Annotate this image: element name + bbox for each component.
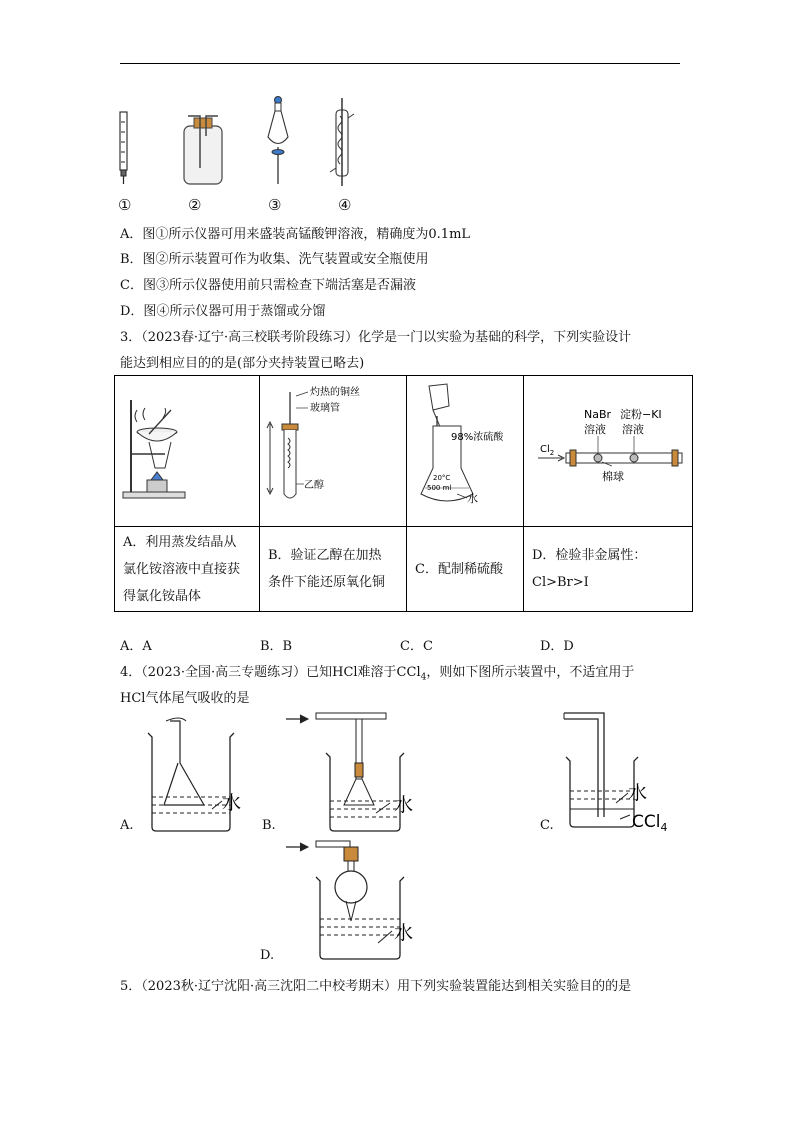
q4-figure-c <box>564 713 667 834</box>
q4-c-ccl4: CCl$_4$ <box>632 812 668 834</box>
q2-option-a: A．图①所示仪器可用来盛装高锰酸钾溶液，精确度为0.1mL <box>120 227 471 242</box>
fig-d-label-nabr: NaBr <box>584 408 612 421</box>
q3-answer-b: B．B <box>260 639 293 654</box>
fig-c-label-water: 水 <box>467 492 478 505</box>
q4-stem-line1: 4．（2023·全国·高三专题练习）已知HCl难溶于CCl$_4$，则如下图所示装置中，不适宜用于 <box>120 665 635 683</box>
q3-stem-line2: 能达到相应目的的是(部分夹持装置已略去) <box>120 356 365 371</box>
q2-option-b: B．图②所示装置可作为收集、洗气装置或安全瓶使用 <box>120 252 429 267</box>
q4-figure-a <box>148 718 241 831</box>
cell-d-line1: D．检验非金属性： <box>532 548 647 563</box>
q4-b-water: 水 <box>394 794 414 816</box>
q3-stem-line1: 3．（2023春·辽宁·高三校联考阶段练习）化学是一门以实验为基础的科学，下列实验设计 <box>120 330 632 345</box>
cell-b-line1: B．验证乙醇在加热 <box>268 548 382 563</box>
figure-label-4: ④ <box>338 196 352 214</box>
gas-bottle-drawing <box>184 116 222 184</box>
fig-b-label-copper: 灼热的铜丝 <box>310 387 360 398</box>
q4-figure-d <box>286 841 413 959</box>
q4-c-water: 水 <box>628 782 648 804</box>
q5-stem: 5．（2023秋·辽宁沈阳·高三沈阳二中校考期末）用下列实验装置能达到相关实验目的的是 <box>120 979 632 994</box>
header-rule <box>120 63 680 64</box>
fig-b-label-ethanol: 乙醇 <box>304 480 324 491</box>
q3-experiment-table <box>114 375 693 612</box>
figure-label-3: ③ <box>268 196 282 214</box>
q4-figure-b <box>286 713 413 831</box>
q3-answer-a: A．A <box>120 639 152 654</box>
fig-d-label-nabr-solution: 溶液 <box>584 423 606 436</box>
cell-b-line2: 条件下能还原氧化铜 <box>268 575 386 590</box>
cell-c-line1: C．配制稀硫酸 <box>415 561 503 577</box>
figure-label-1: ① <box>118 196 132 214</box>
cell-c <box>407 527 524 612</box>
burette-drawing <box>120 112 127 184</box>
cell-a-line2: 氯化铵溶液中直接获 <box>123 561 241 577</box>
fig-d-label-cotton: 棉球 <box>602 470 624 483</box>
fig-c-label-volume: 500 ml <box>427 484 452 492</box>
q4-option-d-label: D. <box>260 948 275 963</box>
fig-b-label-tube: 玻璃管 <box>310 403 340 414</box>
fig-evaporation <box>115 376 260 527</box>
cell-a-line3: 得氯化铵晶体 <box>123 588 202 604</box>
cell-a-line1: A．利用蒸发结晶从 <box>123 534 237 550</box>
q4-option-b-label: B. <box>262 818 276 833</box>
figure-label-2: ② <box>188 196 202 214</box>
q2-option-c: C．图③所示仪器使用前只需检查下端活塞是否漏液 <box>120 278 416 293</box>
fig-halogen-test <box>524 376 693 527</box>
fig-d-label-gas: $Cl_2$ <box>540 444 555 457</box>
q4-option-c-label: C. <box>540 818 554 833</box>
fig-c-label-temp: 20°C <box>433 474 451 482</box>
fig-d-label-ki: 淀粉−KI <box>620 408 662 421</box>
cell-a <box>115 527 260 612</box>
fig-d-label-ki-solution: 溶液 <box>622 423 644 436</box>
q3-answer-d: D．D <box>540 639 574 654</box>
fig-c-label-acid: 98%浓硫酸 <box>451 432 504 443</box>
cell-b <box>260 527 407 612</box>
fig-dilute-acid <box>407 376 524 527</box>
q4-option-a-label: A. <box>120 818 134 833</box>
q4-a-water: 水 <box>222 792 242 814</box>
cell-d <box>524 527 693 612</box>
q4-stem-line2: HCl气体尾气吸收的是 <box>120 691 250 706</box>
separatory-funnel-drawing <box>268 97 288 185</box>
q3-answer-c: C．C <box>400 639 433 654</box>
condenser-drawing <box>330 98 354 186</box>
fig-copper-ethanol <box>260 376 407 527</box>
q2-option-d: D．图④所示仪器可用于蒸馏或分馏 <box>120 304 326 319</box>
q4-figures <box>120 705 680 970</box>
instruments-figure <box>110 92 370 192</box>
q4-d-water: 水 <box>394 922 414 944</box>
cell-d-line2: Cl>Br>I <box>532 575 589 590</box>
